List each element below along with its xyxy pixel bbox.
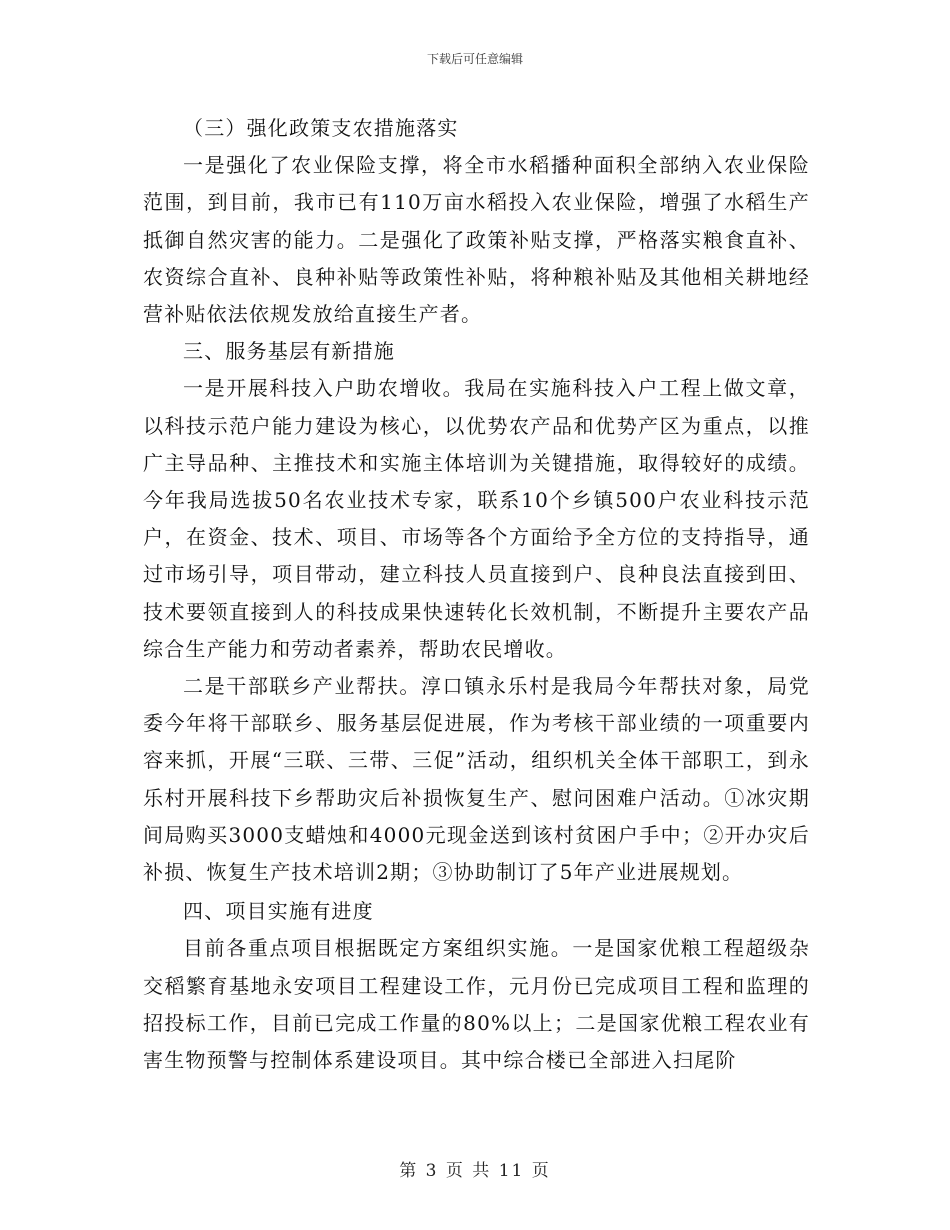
section-heading: 三、服务基层有新措施: [183, 339, 395, 364]
body-paragraph: 一是强化了农业保险支撑，将全市水稻播种面积全部纳入农业保险范围，到目前，我市已有110万亩水稻投入农业保险，增强了水稻生产抵御自然灾害的能力。二是强化了政策补贴支撑，严格落实粮食直补、农资综合直补、良种补贴等政策性补贴，将种粮补贴及其他相关耕地经营补贴依法依规发放给直接生产者。: [143, 153, 810, 327]
page-footer: 第 3 页 共 11 页: [399, 1161, 551, 1181]
subsection-heading: （三）强化政策支农措施落实: [183, 116, 459, 140]
document-body: [143, 110, 810, 1079]
body-paragraph: 二是干部联乡产业帮扶。淳口镇永乐村是我局今年帮扶对象，局党委今年将干部联乡、服务基层促进展，作为考核干部业绩的一项重要内容来抓，开展“三联、三带、三促”活动，组织机关全体干部职工，到永乐村开展科技下乡帮助灾后补损恢复生产、慰问困难户活动。①冰灾期间局购买3000支蜡烛和4000元现金送到该村贫困户手中；②开办灾后补损、恢复生产技术培训2期；③协助制订了5年产业进展规划。: [143, 674, 810, 885]
body-paragraph: 目前各重点项目根据既定方案组织实施。一是国家优粮工程超级杂交稻繁育基地永安项目工程建设工作，元月份已完成项目工程和监理的招投标工作，目前已完成工作量的80%以上；二是国家优粮工程农业有害生物预警与控制体系建设项目。其中综合楼已全部进入扫尾阶: [143, 936, 810, 1073]
section-heading: 四、项目实施有进度: [183, 899, 374, 924]
page-header: 下载后可任意编辑: [426, 52, 523, 66]
body-paragraph: 一是开展科技入户助农增收。我局在实施科技入户工程上做文章，以科技示范户能力建设为核心，以优势农产品和优势产区为重点，以推广主导品种、主推技术和实施主体培训为关键措施，取得较好的成绩。今年我局选拔50名农业技术专家，联系10个乡镇500户农业科技示范户，在资金、技术、项目、市场等各个方面给予全方位的支持指导，通过市场引导，项目带动，建立科技人员直接到户、良种良法直接到田、技术要领直接到人的科技成果快速转化长效机制，不断提升主要农产品综合生产能力和劳动者素养，帮助农民增收。: [143, 376, 810, 661]
